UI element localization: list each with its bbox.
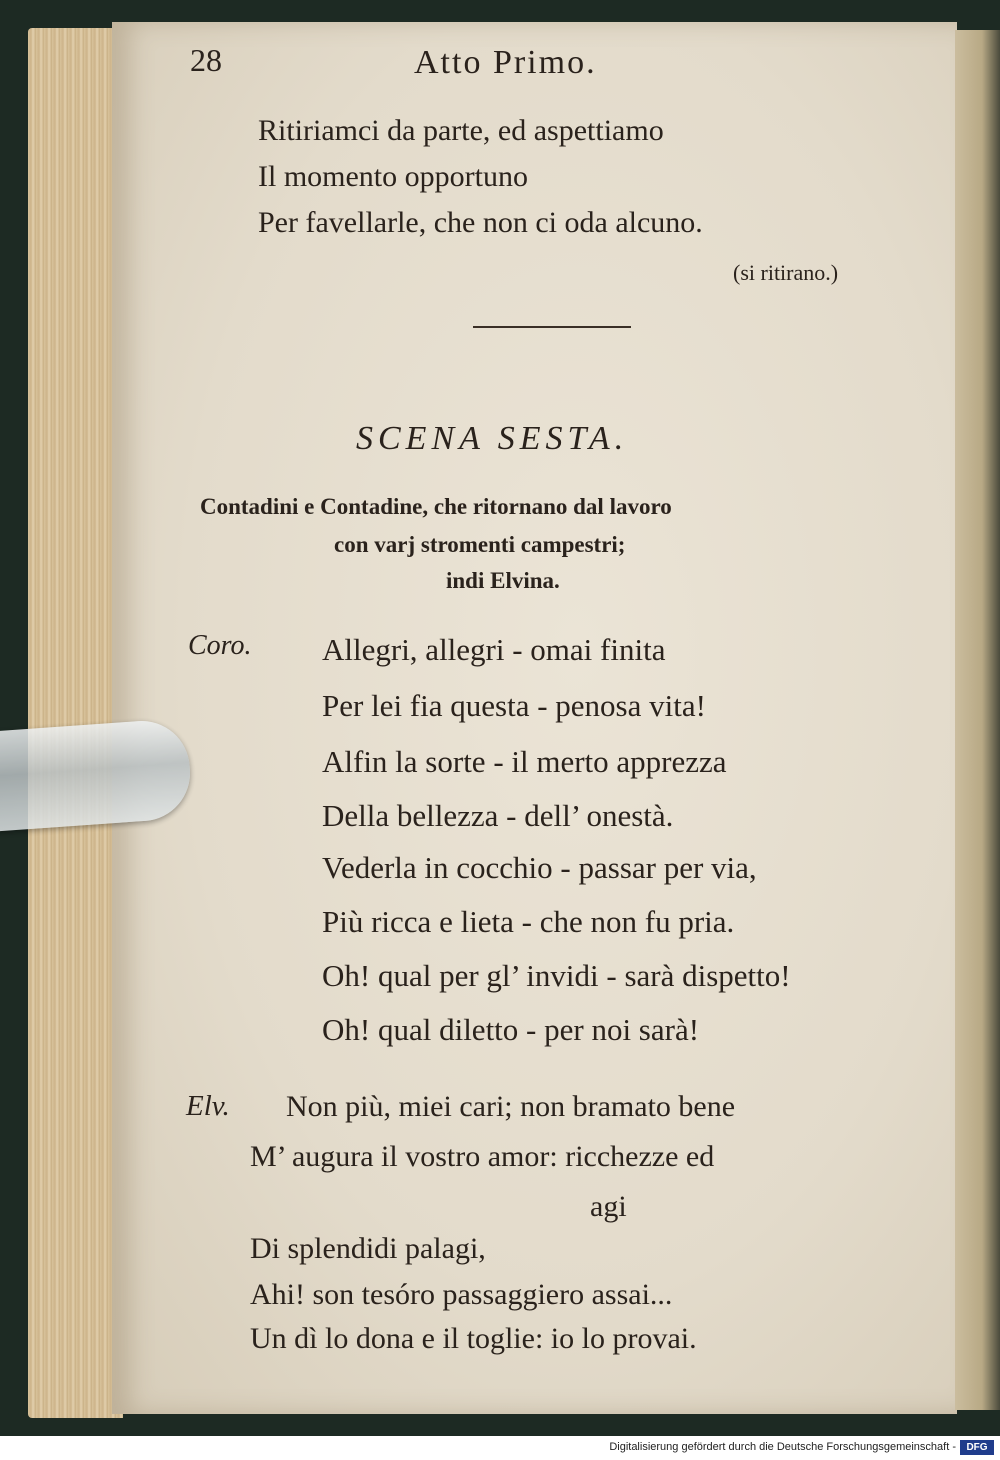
verse-line: agi xyxy=(590,1190,627,1223)
stage-direction: (si ritirano.) xyxy=(733,260,839,285)
verse-line: Il momento opportuno xyxy=(258,160,528,193)
scene-description-line: indi Elvina. xyxy=(446,568,560,593)
page-number: 28 xyxy=(190,42,222,78)
verse-line: Ahi! son tesóro passaggiero assai... xyxy=(250,1278,673,1311)
verse-line: Per favellarle, che non ci oda alcuno. xyxy=(258,206,703,239)
scene-description-line: Contadini e Contadine, che ritornano dal lavoro xyxy=(200,494,672,519)
scene-description-line: con varj stromenti campestri; xyxy=(334,532,626,557)
verse-line: Ritiriamci da parte, ed aspettiamo xyxy=(258,114,664,147)
verse-line: Vederla in cocchio - passar per via, xyxy=(322,850,757,885)
speaker-elvina: Elv. xyxy=(186,1090,230,1122)
verse-line: Più ricca e lieta - che non fu pria. xyxy=(322,904,735,939)
page-clip xyxy=(0,718,193,832)
verse-line: Alfin la sorte - il merto apprezza xyxy=(322,744,727,779)
verse-line: Allegri, allegri - omai finita xyxy=(322,632,666,667)
verse-line: Non più, miei cari; non bramato bene xyxy=(286,1090,736,1123)
facing-page-edge xyxy=(955,30,1000,1410)
verse-line: Della bellezza - dell’ onestà. xyxy=(322,798,674,833)
verse-line: Oh! qual per gl’ invidi - sarà dispetto! xyxy=(322,958,791,993)
verse-line: M’ augura il vostro amor: ricchezze ed xyxy=(250,1140,715,1173)
digitization-footer xyxy=(0,1436,1000,1460)
speaker-coro: Coro. xyxy=(188,630,252,661)
verse-line: Un dì lo dona e il toglie: io lo provai. xyxy=(250,1322,697,1355)
footer-credit: Digitalisierung gefördert durch die Deutsche Forschungsgemeinschaft - xyxy=(609,1441,956,1453)
scene-title: SCENA SESTA. xyxy=(356,420,629,457)
verse-line: Oh! qual diletto - per noi sarà! xyxy=(322,1012,700,1047)
verse-line: Per lei fia questa - penosa vita! xyxy=(322,688,706,723)
section-divider xyxy=(473,326,631,328)
dfg-logo: DFG xyxy=(960,1440,994,1455)
verse-line: Di splendidi palagi, xyxy=(250,1232,486,1265)
running-title: Atto Primo. xyxy=(414,44,597,81)
